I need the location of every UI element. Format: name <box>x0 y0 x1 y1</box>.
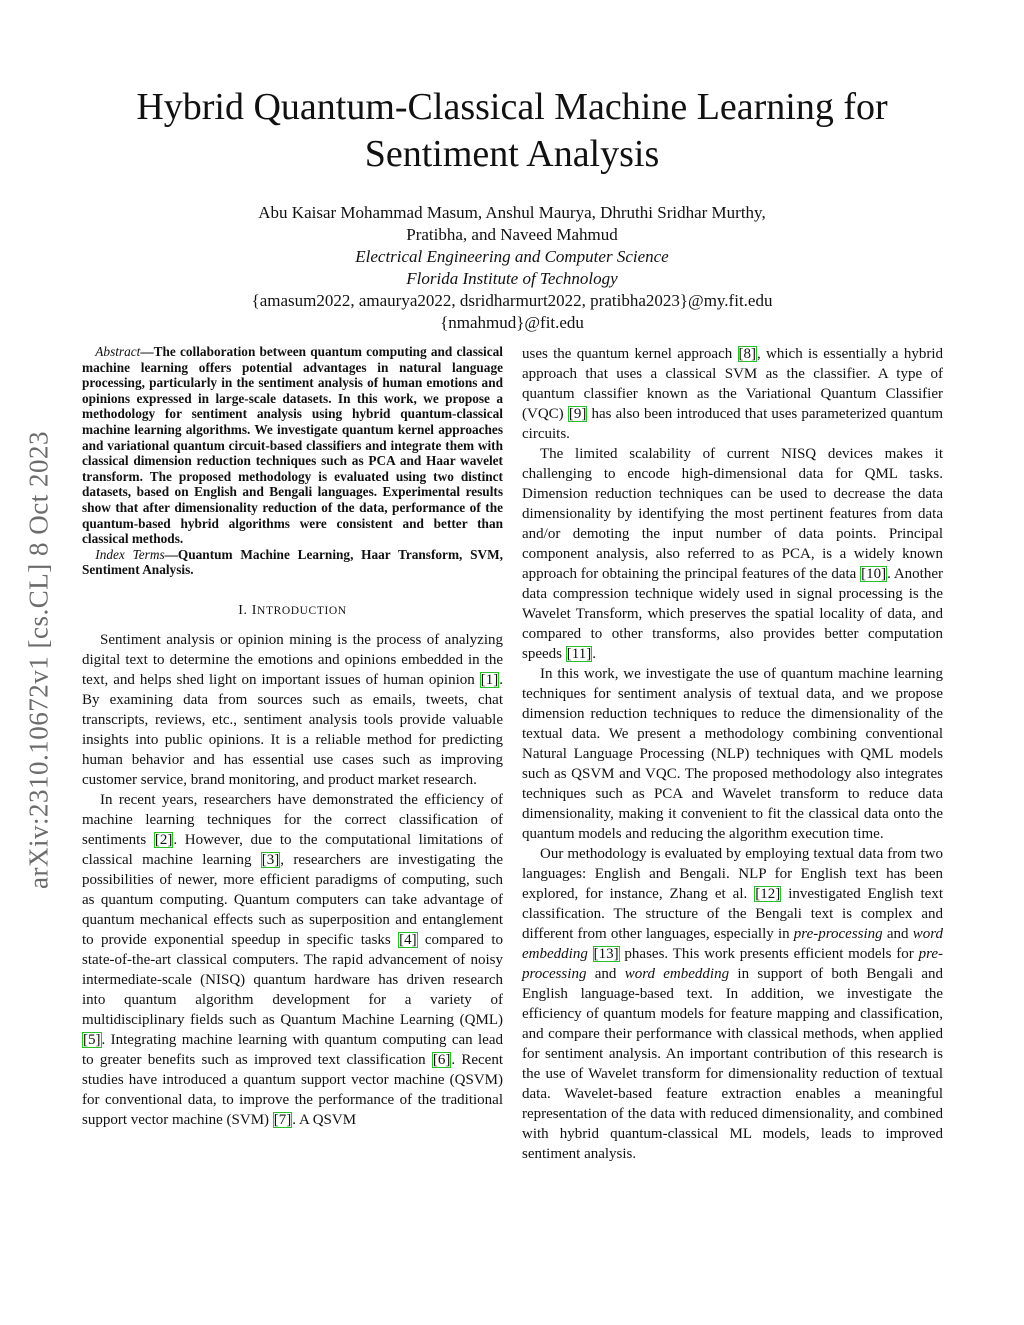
citation-link[interactable]: [1] <box>480 671 499 688</box>
left-column <box>82 344 503 1130</box>
paper-title: Hybrid Quantum-Classical Machine Learning for Sentiment Analysis <box>136 86 888 175</box>
department: Electrical Engineering and Computer Science <box>355 247 669 266</box>
paragraph <box>522 344 943 444</box>
paragraph <box>522 844 943 1164</box>
author-block <box>80 202 944 334</box>
paragraph-text: . Another data compression technique widely used in signal processing is the Wavelet Transform, which preserves the spatial locality of data, and compared to other transforms, also provides better computation speeds <box>522 566 944 662</box>
emphasis-text: pre-processing <box>793 926 883 942</box>
paragraph-text: , which is essentially a hybrid approach that uses a classical SVM as the classifier. A type of quantum classifier known as the Variational Quantum Classifier (VQC) <box>522 346 943 422</box>
section-heading-introduction <box>82 603 503 619</box>
paragraph-text <box>588 946 593 962</box>
paragraph-text: investigated English text classification. The structure of the Bengali text is complex and different from other languages, especially in <box>522 886 943 942</box>
emphasis-text: pre-processing <box>522 946 944 982</box>
paragraph-text: In recent years, researchers have demonstrated the efficiency of machine learning techniques for the correct classification of sentiments <box>82 791 503 848</box>
paragraph-text: . However, due to the computational limitations of classical machine learning <box>82 831 503 868</box>
paragraph-text: compared to state-of-the-art classical computers. The rapid advancement of noisy intermediate-scale (NISQ) quantum hardware has driven research into quantum algorithm development for a variety of multidisciplinary fields such as Quantum Machine Learning (QML) <box>82 931 503 1028</box>
paragraph-text: . Recent studies have introduced a quantum support vector machine (QSVM) for conventional data, to improve the performance of the traditional support vector machine (SVM) <box>82 1051 503 1128</box>
index-terms-label: Index Terms <box>95 546 165 562</box>
emails-line-1: {amasum2022, amaurya2022, dsridharmurt2022, pratibha2023}@my.fit.edu <box>251 291 773 310</box>
paragraph-text: and <box>882 926 913 942</box>
paragraph-text: phases. This work presents efficient models for <box>619 946 919 962</box>
authors-line-2: Pratibha, and Naveed Mahmud <box>406 225 618 244</box>
paragraph-text: has also been introduced that uses parameterized quantum circuits. <box>522 406 943 442</box>
paragraph-text: . Integrating machine learning with quantum computing can lead to greater benefits such as improved text classification <box>82 1031 503 1068</box>
emphasis-text: word embedding <box>522 926 943 962</box>
authors-line-1: Abu Kaisar Mohammad Masum, Anshul Maurya, Dhruthi Sridhar Murthy, <box>258 203 766 222</box>
paragraph-text: , researchers are investigating the possibilities of newer, more efficient paradigms of computing, such as quantum computing. Quantum computers can take advantage of quantum mechanical effects such as superposition and entanglement to provide exponential speedup in specific tasks <box>82 851 503 948</box>
abstract-label: Abstract <box>95 344 141 359</box>
emphasis-text: word embedding <box>624 966 730 982</box>
paragraph <box>82 630 503 790</box>
paragraph-text: . <box>592 646 596 662</box>
section-number: I. <box>238 602 248 618</box>
citation-link[interactable]: [12] <box>755 886 781 902</box>
right-column <box>522 344 943 1164</box>
citation-link[interactable]: [13] <box>593 946 619 962</box>
arxiv-identifier: arXiv:2310.10672v1 [cs.CL] 8 Oct 2023 <box>23 431 54 889</box>
citation-link[interactable]: [10] <box>861 566 887 582</box>
abstract <box>82 344 503 547</box>
section-title-first: I <box>251 602 258 618</box>
paragraph-text: Sentiment analysis or opinion mining is the process of analyzing digital text to determine the emotions and opinions embedded in the text, and helps shed light on important issues of human opinion <box>82 631 503 688</box>
citation-link[interactable]: [11] <box>566 646 592 662</box>
paragraph: In this work, we investigate the use of quantum machine learning techniques for sentiment analysis of textual data, and we propose dimension reduction techniques to reduce the dimensionality of the textual data. We present a methodology combining conventional Natural Language Processing (NLP) techniques with QML models such as QSVM and VQC. The proposed methodology also integrates techniques such as PCA and Wavelet transform to reduce data dimensionality, making it convenient to fit the classical data onto the quantum models and reducing the algorithm execution time. <box>522 666 943 842</box>
citation-link[interactable]: [2] <box>154 831 173 848</box>
citation-link[interactable]: [6] <box>432 1051 451 1068</box>
citation-link[interactable]: [3] <box>261 851 280 868</box>
paragraph-text: Our methodology is evaluated by employing textual data from two languages: English and Bengali. NLP for English text has been explored, for instance, Zhang et al. <box>522 846 943 902</box>
paragraph-text: . By examining data from sources such as emails, tweets, chat transcripts, reviews, etc., sentiment analysis tools provide valuable insights into public opinions. It is a reliable method for predicting human behavior and has essential use cases such as improving customer service, brand monitoring, and product market research. <box>82 671 503 788</box>
paragraph-text: The limited scalability of current NISQ devices makes it challenging to encode high-dimensional data for QML tasks. Dimension reduction techniques can be used to decrease the data dimensionality by identifying the most pertinent features from data and/or demoting the input number of data points. Principal component analysis, also referred to as PCA, is a widely known approach for obtaining the principal features of the data <box>522 446 943 582</box>
citation-link[interactable]: [4] <box>399 931 417 948</box>
paragraph <box>522 444 943 664</box>
paragraph-text: uses the quantum kernel approach <box>522 346 738 362</box>
citation-link[interactable]: [7] <box>273 1111 292 1128</box>
citation-link[interactable]: [5] <box>83 1031 101 1048</box>
index-terms <box>82 547 503 578</box>
institution: Florida Institute of Technology <box>406 269 618 288</box>
paragraph-text: in support of both Bengali and English language-based text. In addition, we investigate the efficiency of quantum models for feature mapping and classification, and compare their performance with classical methods, when applied for sentiment analysis. An important contribution of this research is the use of Wavelet transform for dimensionality reduction of textual data. Wavelet-based feature extraction enables a meaningful representation of the data with reduced dimensionality, and combined with hybrid quantum-classical ML models, leads to improved sentiment analysis. <box>522 966 943 1162</box>
abstract-text: —The collaboration between quantum computing and classical machine learning offers potential advantages in natural language processing, particularly in the sentiment analysis of human emotions and opinions expressed in large-scale datasets. In this work, we propose a methodology for sentiment analysis using hybrid quantum-classical machine learning algorithms. We investigate quantum kernel approaches and variational quantum circuit-based classifiers and integrate them with classical dimension reduction techniques such as PCA and Haar wavelet transform. The proposed methodology is evaluated using two distinct datasets, based on English and Bengali languages. Experimental results show that after dimensionality reduction of the data, performance of the quantum-based hybrid algorithms were consistent and better than classical methods. <box>82 344 503 547</box>
citation-link[interactable]: [9] <box>568 406 587 422</box>
paragraph-text: and <box>586 966 625 982</box>
index-terms-text: —Quantum Machine Learning, Haar Transform, SVM, Sentiment Analysis. <box>82 546 503 578</box>
paragraph <box>82 790 503 1130</box>
citation-link[interactable]: [8] <box>738 346 757 362</box>
paragraph-text: . A QSVM <box>292 1111 357 1128</box>
section-title-rest: NTRODUCTION <box>257 604 347 617</box>
arxiv-sidebar <box>14 360 64 960</box>
emails-line-2: {nmahmud}@fit.edu <box>440 313 584 332</box>
